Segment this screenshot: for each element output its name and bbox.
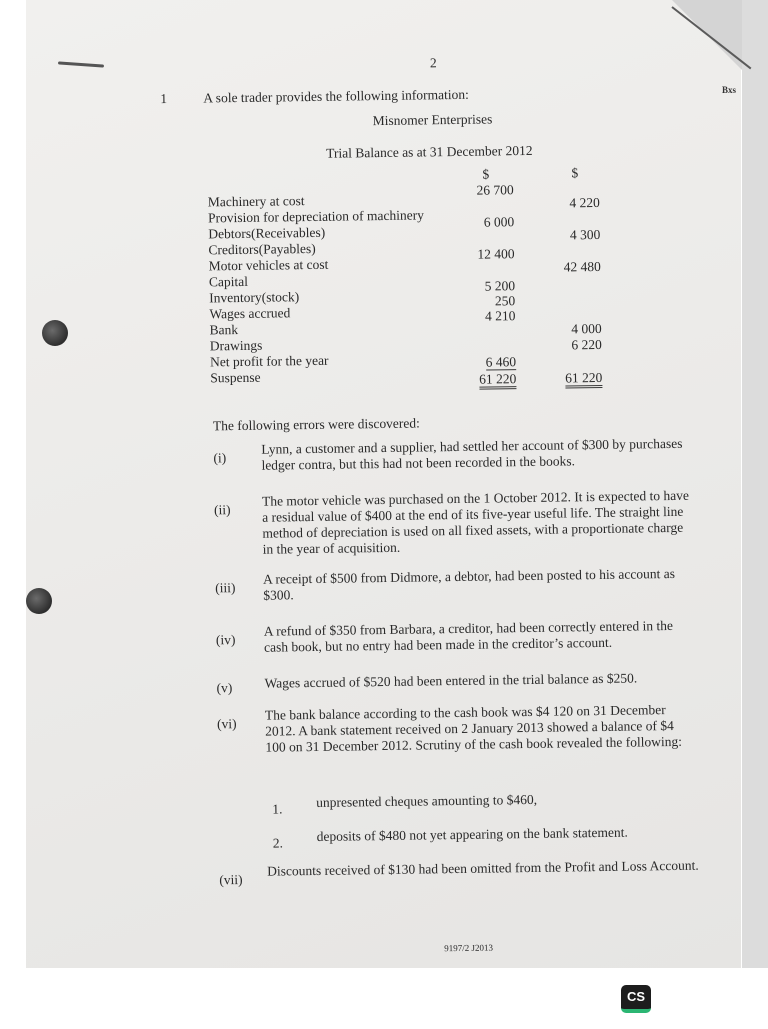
error-label: (iii) [215, 580, 236, 596]
error-label: (vii) [219, 872, 243, 888]
paper-code: 9197/2 J2013 [444, 942, 494, 954]
account-name: Motor vehicles at cost [208, 256, 329, 274]
sub-item-text: deposits of $480 not yet appearing on the bank statement. [316, 824, 628, 844]
account-name: Creditors(Payables) [208, 240, 316, 258]
account-name: Net profit for the year [209, 352, 329, 370]
credit-value: 4 000 [571, 320, 602, 337]
error-label: (iv) [215, 632, 236, 648]
debit-total: 61 220 [479, 371, 516, 390]
page-number: 2 [429, 55, 437, 71]
credit-column-header: $ [571, 165, 579, 181]
question-intro: A sole trader provides the following information: [203, 86, 469, 106]
error-text: A receipt of $500 from Didmore, a debtor, had been posted to his account as $300. [262, 565, 676, 603]
company-name: Misnomer Enterprises [372, 111, 493, 129]
credit-value: 6 220 [571, 336, 602, 353]
credit-value: 4 300 [569, 226, 601, 243]
credit-value: 42 480 [563, 258, 601, 275]
error-label: (i) [213, 450, 227, 466]
credit-value: 4 220 [569, 194, 600, 211]
error-text: Wages accrued of $520 had been entered in the trial balance as $250. [264, 670, 638, 691]
sub-item-text: unpresented cheques amounting to $460, [316, 791, 538, 810]
error-text: The bank balance according to the cash book was $4 120 on 31 December 2012. A bank statement received on 2 January 2013 showed a balance of $4 100 on 31 December 2012. Scrutiny of the cash book revealed the following: [264, 702, 683, 755]
question-number: 1 [160, 90, 168, 107]
debit-value: 6 000 [483, 214, 515, 230]
error-label: (ii) [214, 502, 231, 518]
errors-intro: The following errors were discovered: [212, 415, 420, 434]
error-text: Discounts received of $130 had been omitted from the Profit and Loss Account. [267, 857, 699, 879]
trial-balance-title: Trial Balance as at 31 December 2012 [326, 142, 533, 161]
credit-total: 61 220 [565, 370, 602, 389]
account-name: Machinery at cost [207, 193, 305, 210]
error-label: (vi) [217, 716, 237, 732]
account-name: Capital [208, 273, 249, 290]
debit-value: 250 [494, 293, 516, 309]
error-text: Lynn, a customer and a supplier, had settled her account of $300 by purchases ledger contra, but this had not been recorded in the books. [261, 435, 683, 473]
account-name: Inventory(stock) [209, 289, 300, 306]
debit-column-header: $ [482, 166, 490, 182]
margin-note: Bxs [722, 85, 737, 95]
debit-value: 4 210 [484, 308, 516, 324]
sub-item-label: 2. [272, 835, 284, 851]
account-name: Debtors(Receivables) [208, 224, 326, 242]
account-name: Drawings [209, 337, 263, 354]
sub-item-label: 1. [272, 801, 283, 817]
debit-value: 6 460 [485, 354, 517, 370]
account-name: Suspense [210, 369, 261, 386]
account-name: Provision for depreciation of machinery [207, 207, 425, 226]
debit-value: 26 700 [476, 182, 514, 198]
account-name: Bank [209, 322, 239, 338]
error-text: A refund of $350 from Barbara, a creditor, had been correctly entered in the cash book, but no entry had been made in the creditor’s account. [263, 617, 674, 655]
account-name: Wages accrued [209, 305, 291, 322]
error-text: The motor vehicle was purchased on the 1 October 2012. It is expected to have a residual value of $400 at the end of its five-year useful life. The straight line method of depreciation is used on all fixed assets, with a proportionate charge in the year of acquisition. [261, 487, 690, 557]
camscanner-logo: CS [621, 985, 651, 1013]
debit-value: 12 400 [477, 246, 515, 262]
error-label: (v) [216, 680, 233, 696]
debit-value: 5 200 [484, 278, 516, 294]
